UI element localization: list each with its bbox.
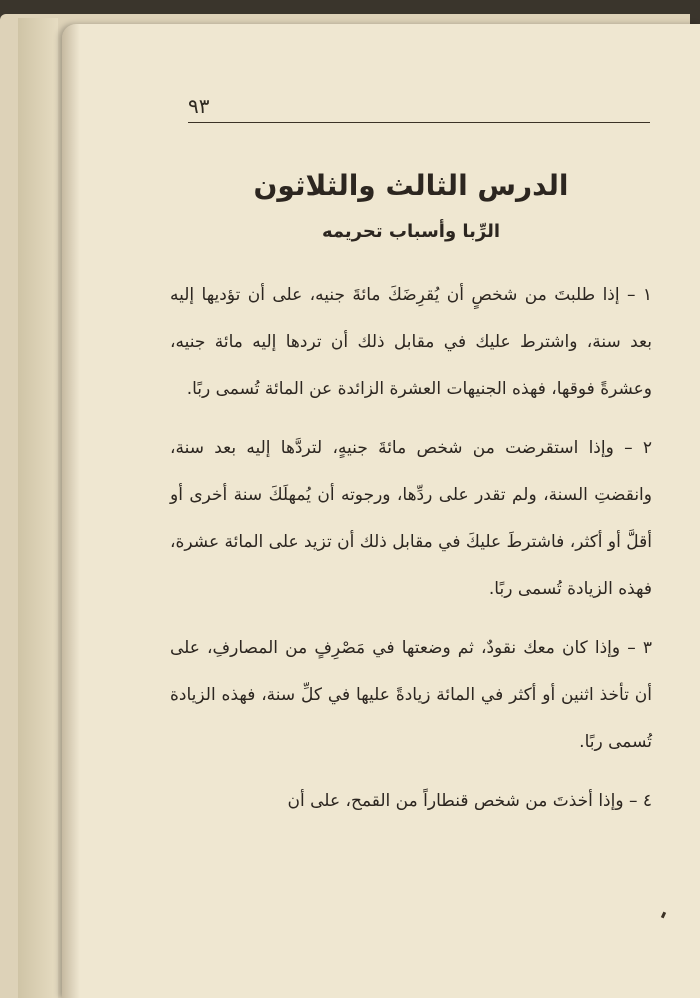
page-edge-shadow [18, 18, 58, 998]
paragraph-2: ٢ – وإذا استقرضت من شخص مائةَ جنيهٍ، لتردَّها إليه بعد سنة، وانقضتِ السنة، ولم تقدر على ردِّها، ورجوته أن يُمهلَكَ سنة أخرى أو أقلَّ أو أكثر، فاشترطَ عليكَ في مقابل ذلك أن تزيد على المائة عشرة، فهذه الزيادة تُسمى ربًا. [170, 438, 652, 599]
lesson-title: الدرس الثالث والثلاثون [253, 169, 569, 202]
lesson-subtitle: الرِّبا وأسباب تحريمه [321, 221, 501, 242]
paragraph-3: ٣ – وإذا كان معك نقودٌ، ثم وضعتها في مَصْرِفٍ من المصارفِ، على أن تأخذ اثنين أو أكثر في المائة زيادةً عليها في كلِّ سنة، فهذه الزيادة تُسمى ربًا. [170, 638, 652, 752]
gutter-shade [62, 24, 80, 998]
paragraph-1: ١ – إذا طلبتَ من شخصٍ أن يُقرِضَكَ مائةَ جنيه، على أن تؤديها إليه بعد سنة، واشترط عليك في مقابل ذلك أن تردها إليه مائة جنيه، وعشرةً فوقها، فهذه الجنيهات العشرة الزائدة عن المائة تُسمى ربًا. [170, 285, 652, 399]
page-header [188, 94, 650, 123]
paragraph-4: ٤ – وإذا أخذتَ من شخص قنطاراً من القمح، على أن [287, 791, 652, 811]
page-content [170, 150, 652, 825]
page-number: ٩٣ [188, 94, 210, 118]
